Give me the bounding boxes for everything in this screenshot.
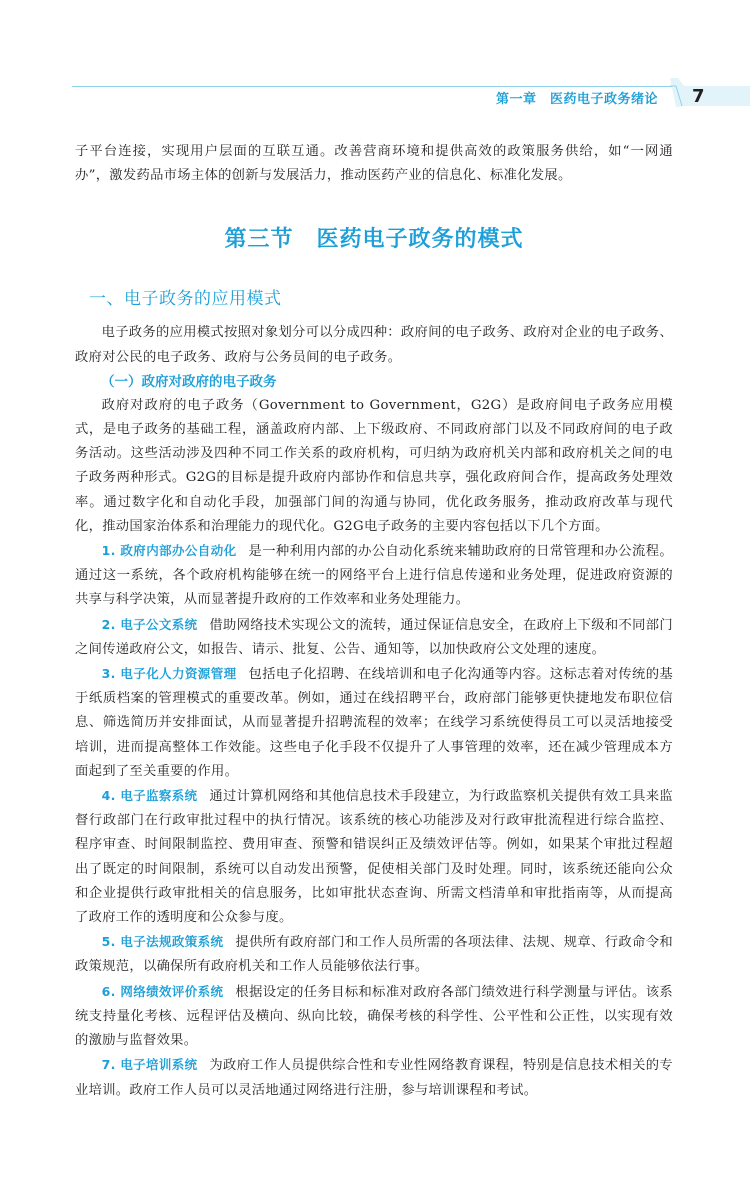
page-number: 7 (692, 86, 705, 107)
item-label: 4. 电子监察系统 (101, 788, 198, 804)
list-item (75, 1053, 673, 1102)
item-text: 包括电子化招聘、在线培训和电子化沟通等内容。这标志着对传统的基于纸质档案的管理模式的重要改革。例如，通过在线招聘平台，政府部门能够更快捷地发布职位信息、筛选简历并安排面试，从而显著提升招聘流程的效率；在线学习系统使得员工可以灵活地接受培训，进而提高整体工作效能。这些电子化手段不仅提升了人事管理的效率，还在减少管理成本方面起到了至关重要的作用。 (75, 667, 673, 779)
item-label: 6. 网络绩效评价系统 (101, 983, 224, 999)
page-number-tab (670, 78, 750, 107)
list-item (75, 539, 673, 613)
list-item (75, 662, 673, 784)
item-text: 根据设定的任务目标和标准对政府各部门绩效进行科学测量与评估。该系统支持量化考核、远程评估及横向、纵向比较，确保考核的科学性、公平性和公正性，以实现有效的激励与监督效果。 (75, 984, 673, 1049)
list-item (75, 980, 673, 1054)
section-title: 第三节 医药电子政务的模式 (224, 226, 524, 253)
item-text: 提供所有政府部门和工作人员所需的各项法律、法规、规章、行政命令和政策规范，以确保所有政府机关和工作人员能够依法行事。 (75, 935, 673, 975)
list-item (75, 930, 673, 979)
item-label: 2. 电子公文系统 (101, 616, 198, 632)
item-label: 7. 电子培训系统 (101, 1057, 198, 1073)
item-text: 是一种利用内部的办公自动化系统来辅助政府的日常管理和办公流程。通过这一系统，各个政府机构能够在统一的网络平台上进行信息传递和业务处理，促进政府资源的共享与科学决策，从而显著提升政府的工作效率和业务处理能力。 (75, 544, 673, 608)
item-label: 3. 电子化人力资源管理 (101, 666, 237, 682)
list-item (75, 613, 673, 662)
subsection-heading: 一、电子政务的应用模式 (89, 289, 282, 310)
list-item (75, 784, 673, 930)
subsection-intro: 电子政务的应用模式按照对象划分可以分成四种：政府间的电子政务、政府对企业的电子政务、政府对公民的电子政务、政府与公务员间的电子政务。 (75, 325, 673, 365)
intro-paragraph: 子平台连接，实现用户层面的互联互通。改善营商环境和提供高效的政策服务供给，如“一网通办”，激发药品市场主体的创新与发展活力，推动医药产业的信息化、标准化发展。 (75, 144, 673, 184)
item-text: 为政府工作人员提供综合性和专业性网络教育课程，特别是信息技术相关的专业培训。政府工作人员可以灵活地通过网络进行注册，参与培训课程和考试。 (75, 1058, 673, 1098)
item-label: 5. 电子法规政策系统 (101, 934, 224, 950)
g2g-paragraph: 政府对政府的电子政务（Government to Government，G2G）是政府间电子政务应用模式，是电子政务的基础工程，涵盖政府内部、上下级政府、不同政府部门以及不同政府间的电子政务活动。这些活动涉及四种不同工作关系的政府机构，可归纳为政府机关内部和政府机关之间的电子政务两种形式。G2G的目标是提升政府内部协作和信息共享，强化政府间合作，提高政务处理效率。通过数字化和自动化手段，加强部门间的沟通与协同，优化政务服务，推动政府改革与现代化，推动国家治体系和治理能力的现代化。G2G电子政务的主要内容包括以下几个方面。 (75, 397, 673, 534)
item-text: 通过计算机网络和其他信息技术手段建立，为行政监察机关提供有效工具来监督行政部门在行政审批过程中的执行情况。该系统的核心功能涉及对行政审批流程进行综合监控、程序审查、时间限制监控、费用审查、预警和错误纠正及绩效评估等。例如，如果某个审批过程超出了既定的时间限制，系统可以自动发出预警，促使相关部门及时处理。同时，该系统还能向公众和企业提供行政审批相关的信息服务，比如审批状态查询、所需文档清单和审批指南等，从而提高了政府工作的透明度和公众参与度。 (75, 789, 673, 926)
header-rule (72, 86, 672, 87)
page-body (75, 140, 673, 1103)
chapter-title: 第一章 医药电子政务绪论 (495, 92, 658, 107)
item-label: 1. 政府内部办公自动化 (101, 543, 237, 559)
g2g-heading: （一）政府对政府的电子政务 (101, 373, 277, 390)
item-text: 借助网络技术实现公文的流转，通过保证信息安全，在政府上下级和不同部门之间传递政府公文，如报告、请示、批复、公告、通知等，以加快政府公文处理的速度。 (75, 617, 673, 657)
